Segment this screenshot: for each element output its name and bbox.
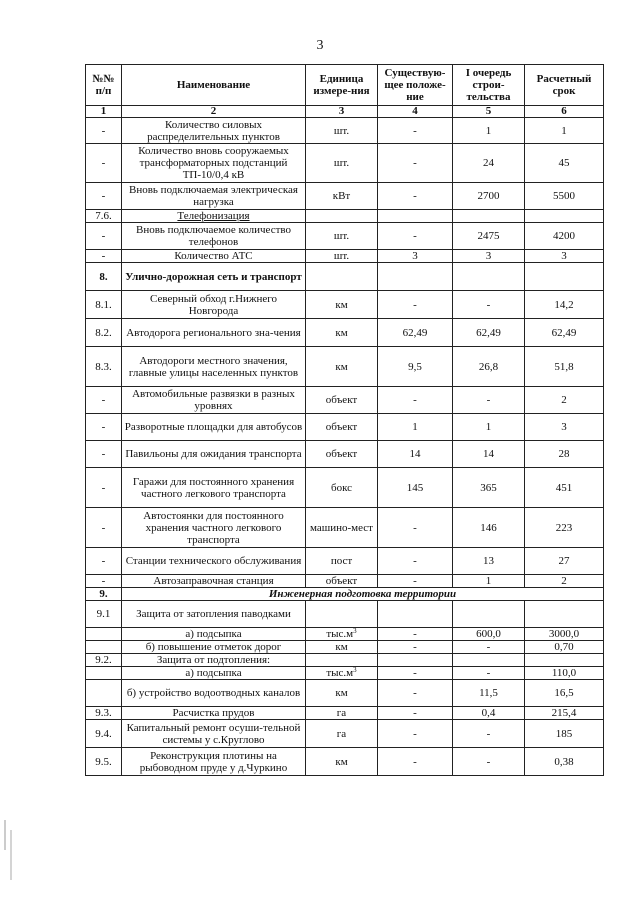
row-estimated: 110,0 [525,667,604,680]
table-row [86,748,604,776]
row-name: Гаражи для постоянного хранения частного легкового транспорта [122,468,306,508]
row-number: - [86,441,122,468]
row-estimated [525,601,604,628]
row-name: Автодорога регионального зна-чения [122,319,306,347]
table-row [86,414,604,441]
row-name: Реконструкция плотины на рыбоводном пруде у д.Чуркино [122,748,306,776]
row-name: Вновь подключаемое количество телефонов [122,223,306,250]
row-existing: - [378,707,453,720]
table-row [86,347,604,387]
table-row [86,441,604,468]
row-unit: шт. [306,144,378,183]
table-row [86,575,604,588]
row-existing: 62,49 [378,319,453,347]
row-first-stage: - [453,667,525,680]
row-number: - [86,250,122,263]
row-number: - [86,414,122,441]
table-row [86,707,604,720]
table-row [86,223,604,250]
row-unit: кВт [306,183,378,210]
row-number: - [86,118,122,144]
row-number: 9.4. [86,720,122,748]
row-existing: - [378,748,453,776]
row-estimated: 4200 [525,223,604,250]
table-row [86,601,604,628]
row-name: Количество АТС [122,250,306,263]
row-unit: га [306,720,378,748]
row-number [86,641,122,654]
row-estimated [525,210,604,223]
row-estimated: 45 [525,144,604,183]
row-name: Инженерная подготовка территории [122,588,604,601]
row-name: Северный обход г.Нижнего Новгорода [122,291,306,319]
row-name: Улично-дорожная сеть и транспорт [122,263,306,291]
row-number: - [86,387,122,414]
table-row [86,641,604,654]
row-unit [306,654,378,667]
row-existing: - [378,223,453,250]
column-number: 3 [306,106,378,118]
row-name: Количество силовых распределительных пунктов [122,118,306,144]
column-number: 6 [525,106,604,118]
row-unit [306,263,378,291]
row-unit: км [306,680,378,707]
row-estimated: 223 [525,508,604,548]
row-existing: - [378,291,453,319]
row-name: Защита от затопления паводками [122,601,306,628]
row-number: 8.2. [86,319,122,347]
row-first-stage: 1 [453,575,525,588]
row-unit: машино-мест [306,508,378,548]
header-number: №№ п/п [86,65,122,106]
row-estimated: 14,2 [525,291,604,319]
row-unit: бокс [306,468,378,508]
row-existing: - [378,118,453,144]
row-estimated: 28 [525,441,604,468]
row-existing: - [378,641,453,654]
row-unit: км [306,347,378,387]
row-number: 9. [86,588,122,601]
row-unit: га [306,707,378,720]
row-first-stage: 600,0 [453,628,525,641]
row-first-stage: - [453,720,525,748]
row-first-stage [453,210,525,223]
row-estimated: 27 [525,548,604,575]
row-number [86,628,122,641]
row-estimated: 185 [525,720,604,748]
row-unit: пост [306,548,378,575]
row-existing: - [378,680,453,707]
row-existing: 145 [378,468,453,508]
row-unit: км [306,319,378,347]
row-estimated: 0,70 [525,641,604,654]
row-number: - [86,508,122,548]
row-first-stage: 365 [453,468,525,508]
row-existing: - [378,183,453,210]
row-unit [306,601,378,628]
table-row [86,628,604,641]
row-existing [378,654,453,667]
row-existing: 14 [378,441,453,468]
row-existing: - [378,508,453,548]
row-name: Павильоны для ожидания транспорта [122,441,306,468]
row-first-stage [453,263,525,291]
scan-margin-marks [3,820,17,880]
row-unit: $тыс.м^3$ [306,667,378,680]
row-first-stage: 11,5 [453,680,525,707]
row-first-stage [453,654,525,667]
table-row [86,548,604,575]
table-row [86,291,604,319]
row-name: Автостоянки для постоянного хранения частного легкового транспорта [122,508,306,548]
row-name: б) повышение отметок дорог [122,641,306,654]
row-estimated: 1 [525,118,604,144]
row-existing: - [378,144,453,183]
row-first-stage: 26,8 [453,347,525,387]
row-unit: км [306,748,378,776]
header-estimated-term: Расчетный срок [525,65,604,106]
table-row [86,210,604,223]
row-first-stage: - [453,641,525,654]
row-estimated: 215,4 [525,707,604,720]
row-number: 9.1 [86,601,122,628]
table-row [86,183,604,210]
row-number [86,667,122,680]
row-estimated: 3000,0 [525,628,604,641]
row-estimated: 3 [525,414,604,441]
row-existing [378,601,453,628]
row-name: Автодороги местного значения, главные улицы населенных пунктов [122,347,306,387]
row-first-stage [453,601,525,628]
row-number: 9.5. [86,748,122,776]
row-unit: объект [306,441,378,468]
row-number: - [86,183,122,210]
row-name: Станции технического обслуживания [122,548,306,575]
row-number: 9.2. [86,654,122,667]
table-row [86,118,604,144]
row-existing: - [378,667,453,680]
row-existing: - [378,575,453,588]
row-number: - [86,575,122,588]
row-unit: $тыс.м^3$ [306,628,378,641]
row-estimated: 16,5 [525,680,604,707]
table-row [86,250,604,263]
row-name: Автомобильные развязки в разных уровнях [122,387,306,414]
row-first-stage: - [453,291,525,319]
header-existing: Существую-щее положе-ние [378,65,453,106]
row-number: - [86,223,122,250]
row-estimated: 451 [525,468,604,508]
header-first-stage: I очередь строи-тельства [453,65,525,106]
row-name: Капитальный ремонт осуши-тельной системы у с.Круглово [122,720,306,748]
row-unit: объект [306,414,378,441]
table-row [86,144,604,183]
table-row [86,387,604,414]
row-number: 8.3. [86,347,122,387]
column-number: 2 [122,106,306,118]
row-number [86,680,122,707]
row-unit: км [306,291,378,319]
row-estimated [525,654,604,667]
header-name: Наименование [122,65,306,106]
row-unit [306,210,378,223]
row-first-stage: 2700 [453,183,525,210]
row-existing: 3 [378,250,453,263]
row-unit: объект [306,387,378,414]
row-first-stage: 1 [453,118,525,144]
row-estimated: 62,49 [525,319,604,347]
row-first-stage: - [453,387,525,414]
table-row [86,680,604,707]
table-row [86,720,604,748]
row-existing: - [378,628,453,641]
row-estimated: 5500 [525,183,604,210]
table-header-row [86,65,604,106]
row-estimated: 2 [525,387,604,414]
row-first-stage: 24 [453,144,525,183]
row-number: 9.3. [86,707,122,720]
row-name: Разворотные площадки для автобусов [122,414,306,441]
row-unit: объект [306,575,378,588]
row-name: а) подсыпка [122,628,306,641]
row-first-stage: 2475 [453,223,525,250]
row-number: - [86,144,122,183]
column-number: 1 [86,106,122,118]
row-first-stage: 1 [453,414,525,441]
row-name: Защита от подтопления: [122,654,306,667]
row-name: Телефонизация [122,210,306,223]
column-number: 4 [378,106,453,118]
row-name: а) подсыпка [122,667,306,680]
table-row [86,263,604,291]
row-name: Вновь подключаемая электрическая нагрузка [122,183,306,210]
header-unit: Единица измере-ния [306,65,378,106]
table-row [86,588,604,601]
row-unit: шт. [306,118,378,144]
document-table [85,64,604,776]
table-row [86,319,604,347]
row-estimated: 3 [525,250,604,263]
row-first-stage: 13 [453,548,525,575]
row-unit: км [306,641,378,654]
row-existing: - [378,548,453,575]
column-number-row [86,106,604,118]
row-number: - [86,548,122,575]
row-number: 7.6. [86,210,122,223]
row-first-stage: 0,4 [453,707,525,720]
row-name: б) устройство водоотводных каналов [122,680,306,707]
row-first-stage: 62,49 [453,319,525,347]
row-number: 8.1. [86,291,122,319]
row-number: 8. [86,263,122,291]
page-number: 3 [316,38,324,53]
row-existing: 1 [378,414,453,441]
table-row [86,654,604,667]
row-existing [378,263,453,291]
row-number: - [86,468,122,508]
row-name: Количество вновь сооружаемых трансформаторных подстанций ТП-10/0,4 кВ [122,144,306,183]
row-existing: - [378,387,453,414]
row-existing [378,210,453,223]
row-first-stage: 3 [453,250,525,263]
table-row [86,508,604,548]
row-existing: - [378,720,453,748]
table-row [86,667,604,680]
row-name: Автозаправочная станция [122,575,306,588]
row-name: Расчистка прудов [122,707,306,720]
table-row [86,468,604,508]
row-estimated [525,263,604,291]
row-estimated: 51,8 [525,347,604,387]
row-estimated: 0,38 [525,748,604,776]
row-estimated: 2 [525,575,604,588]
column-number: 5 [453,106,525,118]
row-first-stage: 146 [453,508,525,548]
row-existing: 9,5 [378,347,453,387]
row-unit: шт. [306,223,378,250]
row-unit: шт. [306,250,378,263]
row-first-stage: 14 [453,441,525,468]
row-first-stage: - [453,748,525,776]
